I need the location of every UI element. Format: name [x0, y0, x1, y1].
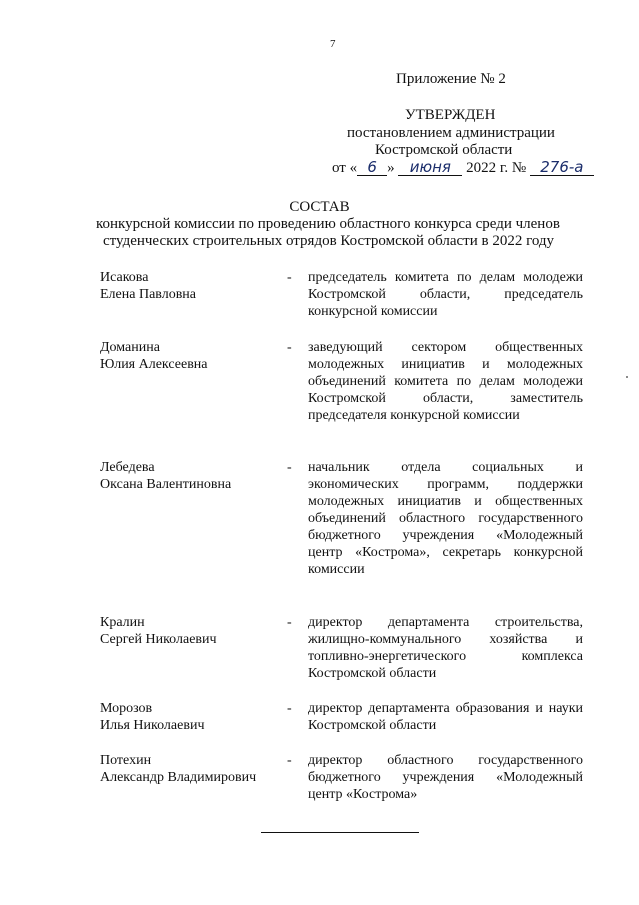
scan-speck	[626, 376, 628, 378]
member-given-names: Оксана Валентиновна	[100, 477, 232, 492]
member-role: директор департамента строительства, жилищно-коммунального хозяйства и топливно-энергетического комплекса Костромской области	[308, 615, 583, 681]
member-name	[100, 339, 280, 373]
member-role: заведующий сектором общественных молодежных инициатив и молодежных объединений комитета по делам молодежи Костромской области, заместитель председателя конкурсной комиссии	[308, 340, 583, 423]
member-name	[100, 614, 280, 648]
member-surname: Лебедева	[100, 460, 155, 475]
year-text: 2022 г. №	[466, 160, 527, 176]
member-role: начальник отдела социальных и экономических программ, поддержки молодежных инициатив и общественных объединений областного государственного бюджетного учреждения «Молодежный центр «Кострома», секретарь конкурсной комиссии	[308, 460, 583, 577]
member-surname: Кралин	[100, 615, 145, 630]
member-name	[100, 459, 280, 493]
approval-line2: Костромской области	[375, 142, 513, 158]
member-dash: -	[287, 460, 292, 475]
member-dash: -	[287, 270, 292, 285]
member-given-names: Юлия Алексеевна	[100, 357, 208, 372]
member-given-names: Илья Николаевич	[100, 718, 205, 733]
member-dash: -	[287, 701, 292, 716]
closing-rule	[261, 832, 419, 833]
member-role: председатель комитета по делам молодежи Костромской области, председатель конкурсной комиссии	[308, 270, 583, 319]
member-dash: -	[287, 340, 292, 355]
handwritten-month: июня	[398, 159, 462, 176]
member-given-names: Сергей Николаевич	[100, 632, 217, 647]
approval-date-line	[332, 159, 594, 177]
member-dash: -	[287, 753, 292, 768]
member-dash: -	[287, 615, 292, 630]
date-prefix: от «	[332, 160, 358, 176]
day-suffix: »	[387, 160, 395, 176]
member-role: директор областного государственного бюджетного учреждения «Молодежный центр «Кострома»	[308, 753, 583, 802]
member-given-names: Елена Павловна	[100, 287, 197, 302]
member-name	[100, 269, 280, 303]
member-name	[100, 752, 280, 786]
member-surname: Исакова	[100, 270, 149, 285]
handwritten-number: 276-а	[530, 159, 594, 176]
page-number: 7	[330, 38, 336, 50]
approval-heading: УТВЕРЖДЕН	[405, 107, 496, 123]
document-subtitle-line2: студенческих строительных отрядов Костромской области в 2022 году	[103, 233, 555, 249]
member-name	[100, 700, 280, 734]
document-title: СОСТАВ	[289, 199, 350, 215]
member-surname: Морозов	[100, 701, 153, 716]
member-role: директор департамента образования и науки Костромской области	[308, 701, 583, 733]
handwritten-day: 6	[357, 159, 387, 176]
member-surname: Доманина	[100, 340, 160, 355]
member-surname: Потехин	[100, 753, 152, 768]
appendix-label: Приложение № 2	[396, 71, 506, 87]
approval-line1: постановлением администрации	[347, 125, 555, 141]
member-given-names: Александр Владимирович	[100, 770, 257, 785]
document-subtitle-line1: конкурсной комиссии по проведению областного конкурса среди членов	[96, 216, 560, 232]
